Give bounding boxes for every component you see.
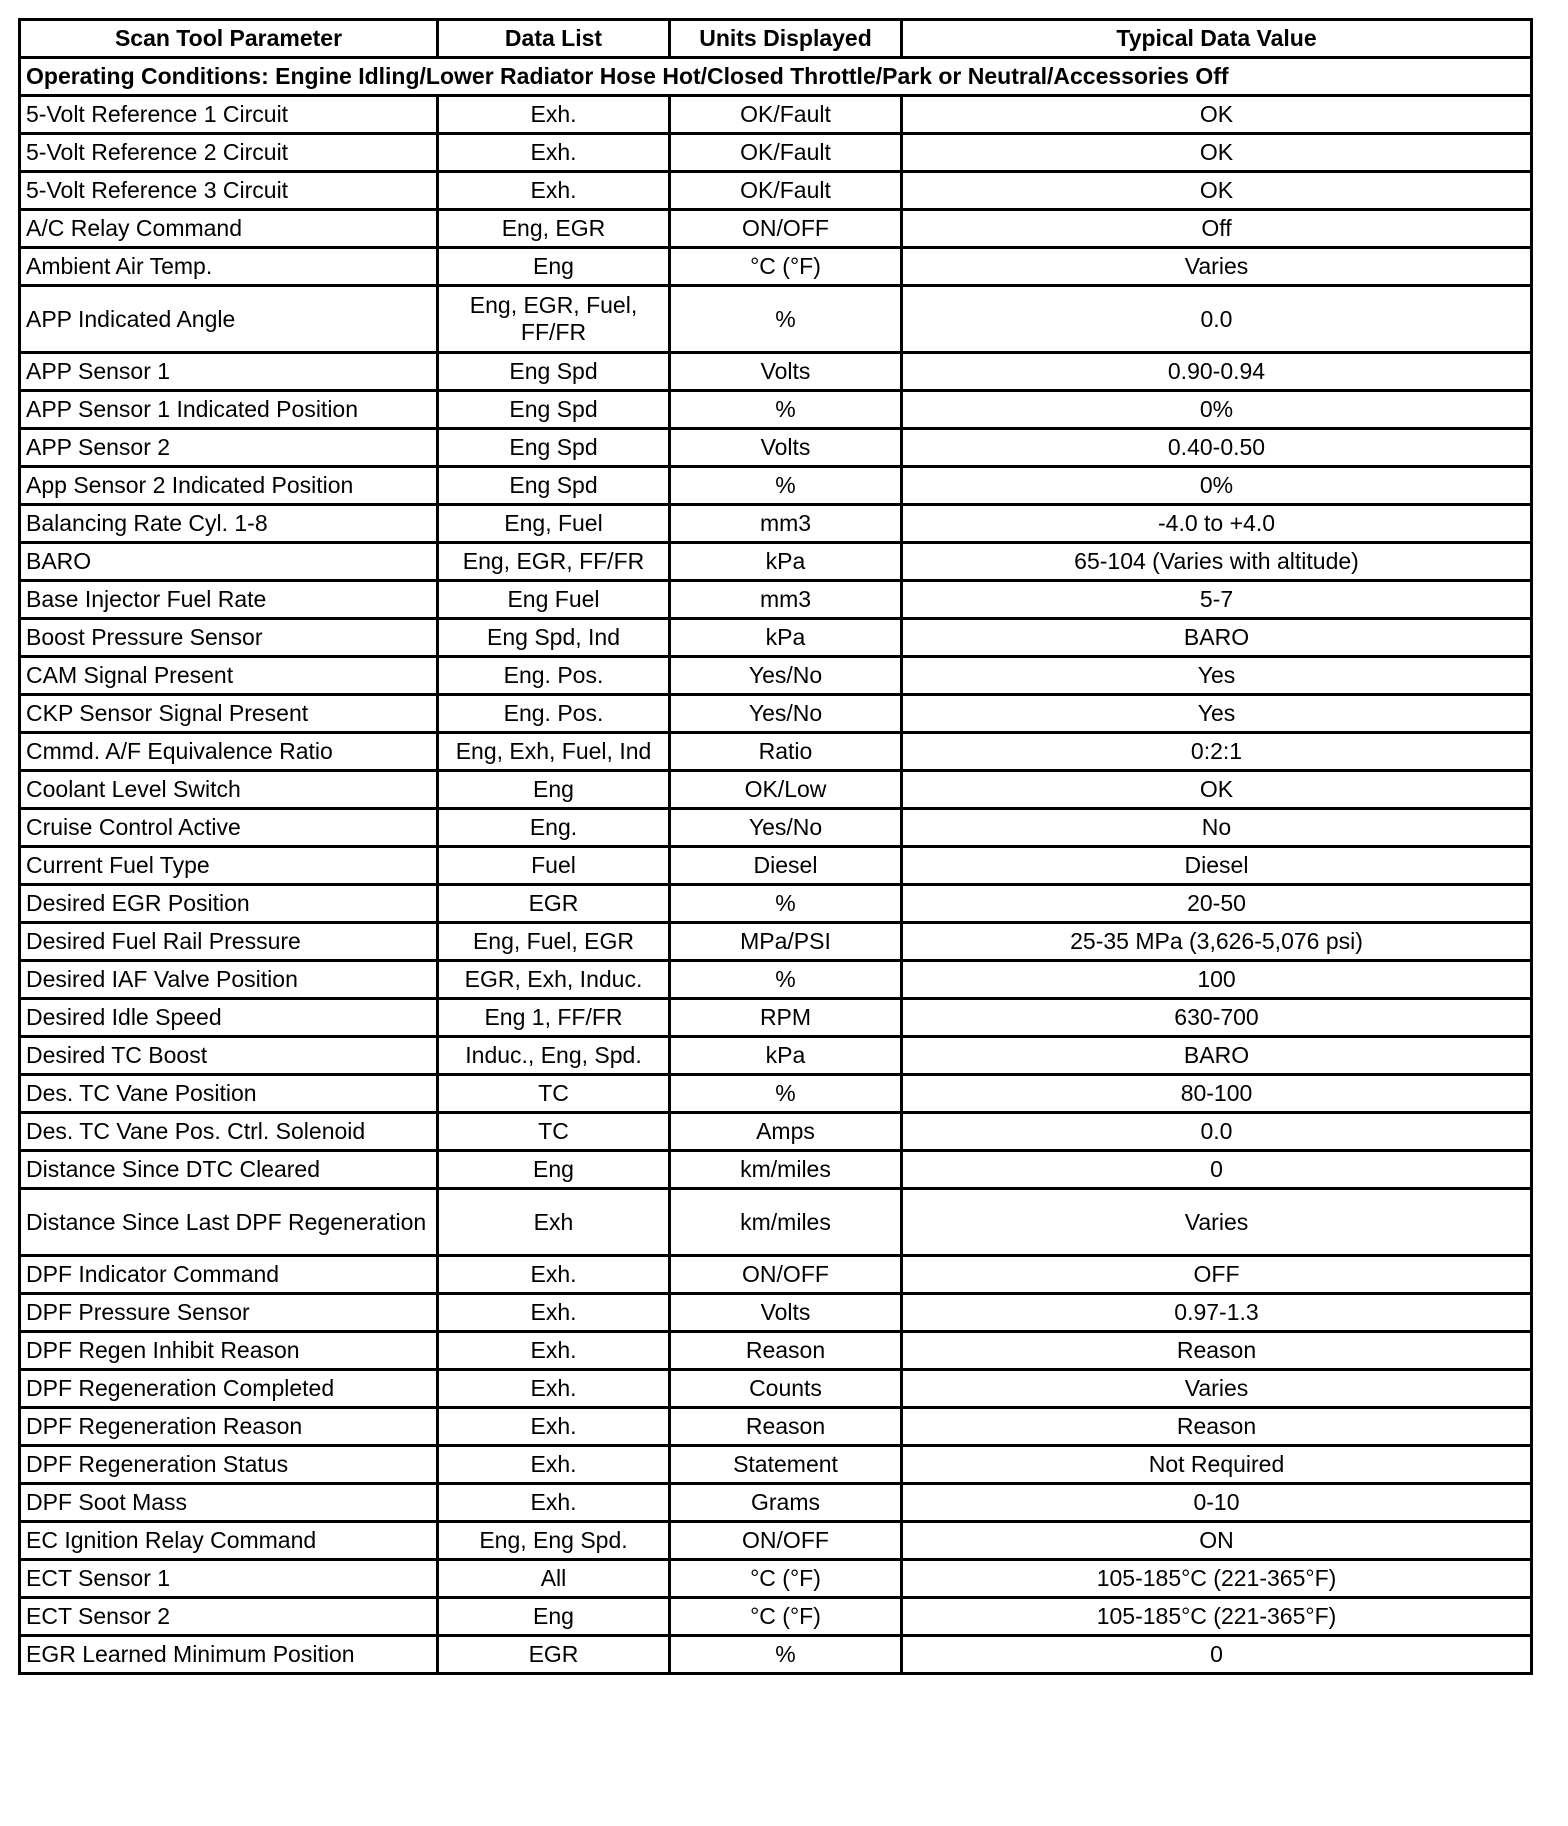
cell-data-list: Eng 1, FF/FR <box>438 999 670 1037</box>
cell-units: % <box>670 286 902 353</box>
cell-units: mm3 <box>670 505 902 543</box>
table-row <box>20 210 1532 248</box>
cell-parameter: APP Indicated Angle <box>20 286 438 353</box>
cell-typical-value: 0.90-0.94 <box>902 353 1532 391</box>
table-row <box>20 695 1532 733</box>
header-row <box>20 20 1532 58</box>
cell-typical-value: ON <box>902 1522 1532 1560</box>
cell-typical-value: 20-50 <box>902 885 1532 923</box>
table-row <box>20 1189 1532 1256</box>
cell-data-list: Exh. <box>438 1370 670 1408</box>
cell-data-list: Eng. <box>438 809 670 847</box>
cell-data-list: Exh <box>438 1189 670 1256</box>
cell-parameter: BARO <box>20 543 438 581</box>
cell-parameter: 5-Volt Reference 3 Circuit <box>20 172 438 210</box>
cell-units: °C (°F) <box>670 1560 902 1598</box>
cell-typical-value: 25-35 MPa (3,626-5,076 psi) <box>902 923 1532 961</box>
table-row <box>20 1598 1532 1636</box>
scan-tool-data-table <box>18 18 1533 1675</box>
cell-typical-value: OFF <box>902 1256 1532 1294</box>
cell-units: % <box>670 467 902 505</box>
cell-units: km/miles <box>670 1151 902 1189</box>
cell-units: Counts <box>670 1370 902 1408</box>
cell-parameter: EGR Learned Minimum Position <box>20 1636 438 1674</box>
cell-parameter: DPF Regeneration Status <box>20 1446 438 1484</box>
cell-parameter: CKP Sensor Signal Present <box>20 695 438 733</box>
cell-parameter: Boost Pressure Sensor <box>20 619 438 657</box>
cell-parameter: CAM Signal Present <box>20 657 438 695</box>
cell-parameter: Desired Idle Speed <box>20 999 438 1037</box>
cell-data-list: Eng Spd <box>438 353 670 391</box>
cell-typical-value: Diesel <box>902 847 1532 885</box>
cell-typical-value: Varies <box>902 248 1532 286</box>
table-row <box>20 923 1532 961</box>
cell-data-list: Eng Spd, Ind <box>438 619 670 657</box>
table-row <box>20 809 1532 847</box>
cell-units: MPa/PSI <box>670 923 902 961</box>
cell-units: % <box>670 391 902 429</box>
cell-parameter: Des. TC Vane Pos. Ctrl. Solenoid <box>20 1113 438 1151</box>
cell-data-list: EGR <box>438 885 670 923</box>
cell-parameter: Distance Since Last DPF Regeneration <box>20 1189 438 1256</box>
cell-units: OK/Fault <box>670 96 902 134</box>
table-row <box>20 847 1532 885</box>
cell-parameter: EC Ignition Relay Command <box>20 1522 438 1560</box>
cell-data-list: Eng <box>438 1151 670 1189</box>
table-row <box>20 172 1532 210</box>
cell-typical-value: Reason <box>902 1408 1532 1446</box>
cell-units: km/miles <box>670 1189 902 1256</box>
cell-typical-value: OK <box>902 96 1532 134</box>
cell-units: % <box>670 1636 902 1674</box>
cell-data-list: Exh. <box>438 96 670 134</box>
table-row <box>20 771 1532 809</box>
cell-typical-value: OK <box>902 172 1532 210</box>
cell-units: Yes/No <box>670 809 902 847</box>
cell-units: Yes/No <box>670 695 902 733</box>
cell-typical-value: 105-185°C (221-365°F) <box>902 1598 1532 1636</box>
table-row <box>20 1294 1532 1332</box>
cell-typical-value: 0.0 <box>902 286 1532 353</box>
cell-parameter: DPF Regen Inhibit Reason <box>20 1332 438 1370</box>
cell-typical-value: 0 <box>902 1151 1532 1189</box>
table-row <box>20 657 1532 695</box>
cell-parameter: Des. TC Vane Position <box>20 1075 438 1113</box>
cell-parameter: ECT Sensor 2 <box>20 1598 438 1636</box>
table-row <box>20 1522 1532 1560</box>
cell-data-list: Eng <box>438 771 670 809</box>
header-parameter: Scan Tool Parameter <box>20 20 438 58</box>
cell-units: Reason <box>670 1332 902 1370</box>
cell-data-list: Eng <box>438 248 670 286</box>
cell-data-list: EGR, Exh, Induc. <box>438 961 670 999</box>
cell-parameter: Ambient Air Temp. <box>20 248 438 286</box>
table-row <box>20 961 1532 999</box>
cell-parameter: DPF Indicator Command <box>20 1256 438 1294</box>
cell-data-list: Eng Spd <box>438 429 670 467</box>
cell-parameter: DPF Soot Mass <box>20 1484 438 1522</box>
cell-data-list: Eng, Eng Spd. <box>438 1522 670 1560</box>
cell-typical-value: BARO <box>902 619 1532 657</box>
cell-data-list: Exh. <box>438 1484 670 1522</box>
cell-data-list: Induc., Eng, Spd. <box>438 1037 670 1075</box>
cell-data-list: Exh. <box>438 1294 670 1332</box>
cell-parameter: Coolant Level Switch <box>20 771 438 809</box>
cell-typical-value: OK <box>902 134 1532 172</box>
cell-parameter: Desired TC Boost <box>20 1037 438 1075</box>
cell-data-list: TC <box>438 1075 670 1113</box>
cell-data-list: Eng <box>438 1598 670 1636</box>
table-row <box>20 505 1532 543</box>
cell-data-list: Exh. <box>438 134 670 172</box>
cell-data-list: Eng, Exh, Fuel, Ind <box>438 733 670 771</box>
cell-units: OK/Fault <box>670 134 902 172</box>
header-typical-value: Typical Data Value <box>902 20 1532 58</box>
table-row <box>20 1113 1532 1151</box>
cell-units: OK/Low <box>670 771 902 809</box>
cell-data-list: Eng. Pos. <box>438 657 670 695</box>
cell-data-list: Fuel <box>438 847 670 885</box>
table-row <box>20 1636 1532 1674</box>
table-row <box>20 885 1532 923</box>
cell-typical-value: Yes <box>902 695 1532 733</box>
table-row <box>20 1370 1532 1408</box>
cell-data-list: Exh. <box>438 1446 670 1484</box>
cell-data-list: Eng. Pos. <box>438 695 670 733</box>
cell-units: °C (°F) <box>670 1598 902 1636</box>
cell-units: Volts <box>670 429 902 467</box>
cell-parameter: ECT Sensor 1 <box>20 1560 438 1598</box>
cell-parameter: APP Sensor 1 <box>20 353 438 391</box>
cell-units: mm3 <box>670 581 902 619</box>
header-data-list: Data List <box>438 20 670 58</box>
table-row <box>20 1151 1532 1189</box>
cell-parameter: 5-Volt Reference 2 Circuit <box>20 134 438 172</box>
table-row <box>20 1037 1532 1075</box>
cell-typical-value: OK <box>902 771 1532 809</box>
cell-parameter: Distance Since DTC Cleared <box>20 1151 438 1189</box>
cell-parameter: APP Sensor 2 <box>20 429 438 467</box>
table-row <box>20 1560 1532 1598</box>
cell-units: % <box>670 961 902 999</box>
cell-units: Ratio <box>670 733 902 771</box>
table-row <box>20 134 1532 172</box>
cell-typical-value: 0-10 <box>902 1484 1532 1522</box>
cell-typical-value: 0:2:1 <box>902 733 1532 771</box>
cell-typical-value: BARO <box>902 1037 1532 1075</box>
cell-parameter: Cmmd. A/F Equivalence Ratio <box>20 733 438 771</box>
cell-parameter: DPF Regeneration Completed <box>20 1370 438 1408</box>
cell-typical-value: Varies <box>902 1189 1532 1256</box>
table-row <box>20 733 1532 771</box>
table-row <box>20 1408 1532 1446</box>
cell-typical-value: Yes <box>902 657 1532 695</box>
table-row <box>20 619 1532 657</box>
cell-data-list: Exh. <box>438 172 670 210</box>
cell-units: Amps <box>670 1113 902 1151</box>
cell-typical-value: 0.40-0.50 <box>902 429 1532 467</box>
cell-data-list: Exh. <box>438 1332 670 1370</box>
table-row <box>20 581 1532 619</box>
cell-parameter: Desired IAF Valve Position <box>20 961 438 999</box>
cell-data-list: Eng, Fuel <box>438 505 670 543</box>
cell-typical-value: -4.0 to +4.0 <box>902 505 1532 543</box>
cell-typical-value: 5-7 <box>902 581 1532 619</box>
cell-units: Diesel <box>670 847 902 885</box>
table-row <box>20 1075 1532 1113</box>
cell-units: °C (°F) <box>670 248 902 286</box>
cell-typical-value: 0 <box>902 1636 1532 1674</box>
cell-typical-value: 65-104 (Varies with altitude) <box>902 543 1532 581</box>
cell-typical-value: 80-100 <box>902 1075 1532 1113</box>
operating-conditions: Operating Conditions: Engine Idling/Lower Radiator Hose Hot/Closed Throttle/Park or Neutral/Accessories Off <box>20 58 1532 96</box>
cell-data-list: Exh. <box>438 1408 670 1446</box>
cell-units: Yes/No <box>670 657 902 695</box>
cell-data-list: Eng, Fuel, EGR <box>438 923 670 961</box>
cell-data-list: TC <box>438 1113 670 1151</box>
cell-data-list: Eng Spd <box>438 391 670 429</box>
cell-typical-value: 100 <box>902 961 1532 999</box>
table-row <box>20 391 1532 429</box>
cell-data-list: Eng, EGR, Fuel, FF/FR <box>438 286 670 353</box>
table-row <box>20 1332 1532 1370</box>
table-row <box>20 286 1532 353</box>
cell-units: % <box>670 1075 902 1113</box>
cell-units: Statement <box>670 1446 902 1484</box>
table-row <box>20 999 1532 1037</box>
cell-units: Volts <box>670 353 902 391</box>
table-row <box>20 96 1532 134</box>
cell-typical-value: Reason <box>902 1332 1532 1370</box>
cell-units: OK/Fault <box>670 172 902 210</box>
cell-data-list: Eng Fuel <box>438 581 670 619</box>
table-row <box>20 1484 1532 1522</box>
table-row <box>20 467 1532 505</box>
cell-typical-value: Varies <box>902 1370 1532 1408</box>
cell-typical-value: No <box>902 809 1532 847</box>
table-row <box>20 353 1532 391</box>
cell-units: ON/OFF <box>670 1522 902 1560</box>
cell-data-list: EGR <box>438 1636 670 1674</box>
cell-units: Grams <box>670 1484 902 1522</box>
cell-typical-value: 0% <box>902 467 1532 505</box>
cell-units: ON/OFF <box>670 210 902 248</box>
cell-parameter: Balancing Rate Cyl. 1-8 <box>20 505 438 543</box>
cell-units: kPa <box>670 619 902 657</box>
cell-parameter: Desired EGR Position <box>20 885 438 923</box>
cell-data-list: All <box>438 1560 670 1598</box>
cell-typical-value: Off <box>902 210 1532 248</box>
cell-typical-value: 0.97-1.3 <box>902 1294 1532 1332</box>
cell-parameter: DPF Pressure Sensor <box>20 1294 438 1332</box>
header-units: Units Displayed <box>670 20 902 58</box>
cell-units: kPa <box>670 543 902 581</box>
table-row <box>20 429 1532 467</box>
cell-units: RPM <box>670 999 902 1037</box>
cell-typical-value: 0.0 <box>902 1113 1532 1151</box>
operating-conditions-row <box>20 58 1532 96</box>
table-row <box>20 248 1532 286</box>
cell-typical-value: 105-185°C (221-365°F) <box>902 1560 1532 1598</box>
cell-parameter: Desired Fuel Rail Pressure <box>20 923 438 961</box>
cell-parameter: DPF Regeneration Reason <box>20 1408 438 1446</box>
cell-typical-value: Not Required <box>902 1446 1532 1484</box>
cell-parameter: 5-Volt Reference 1 Circuit <box>20 96 438 134</box>
cell-parameter: Cruise Control Active <box>20 809 438 847</box>
cell-parameter: App Sensor 2 Indicated Position <box>20 467 438 505</box>
cell-units: ON/OFF <box>670 1256 902 1294</box>
cell-typical-value: 630-700 <box>902 999 1532 1037</box>
cell-units: % <box>670 885 902 923</box>
cell-units: kPa <box>670 1037 902 1075</box>
cell-typical-value: 0% <box>902 391 1532 429</box>
cell-data-list: Exh. <box>438 1256 670 1294</box>
cell-data-list: Eng, EGR <box>438 210 670 248</box>
cell-data-list: Eng Spd <box>438 467 670 505</box>
cell-units: Reason <box>670 1408 902 1446</box>
cell-units: Volts <box>670 1294 902 1332</box>
cell-parameter: APP Sensor 1 Indicated Position <box>20 391 438 429</box>
cell-parameter: Current Fuel Type <box>20 847 438 885</box>
cell-parameter: Base Injector Fuel Rate <box>20 581 438 619</box>
cell-data-list: Eng, EGR, FF/FR <box>438 543 670 581</box>
table-row <box>20 1446 1532 1484</box>
table-row <box>20 1256 1532 1294</box>
table-row <box>20 543 1532 581</box>
cell-parameter: A/C Relay Command <box>20 210 438 248</box>
